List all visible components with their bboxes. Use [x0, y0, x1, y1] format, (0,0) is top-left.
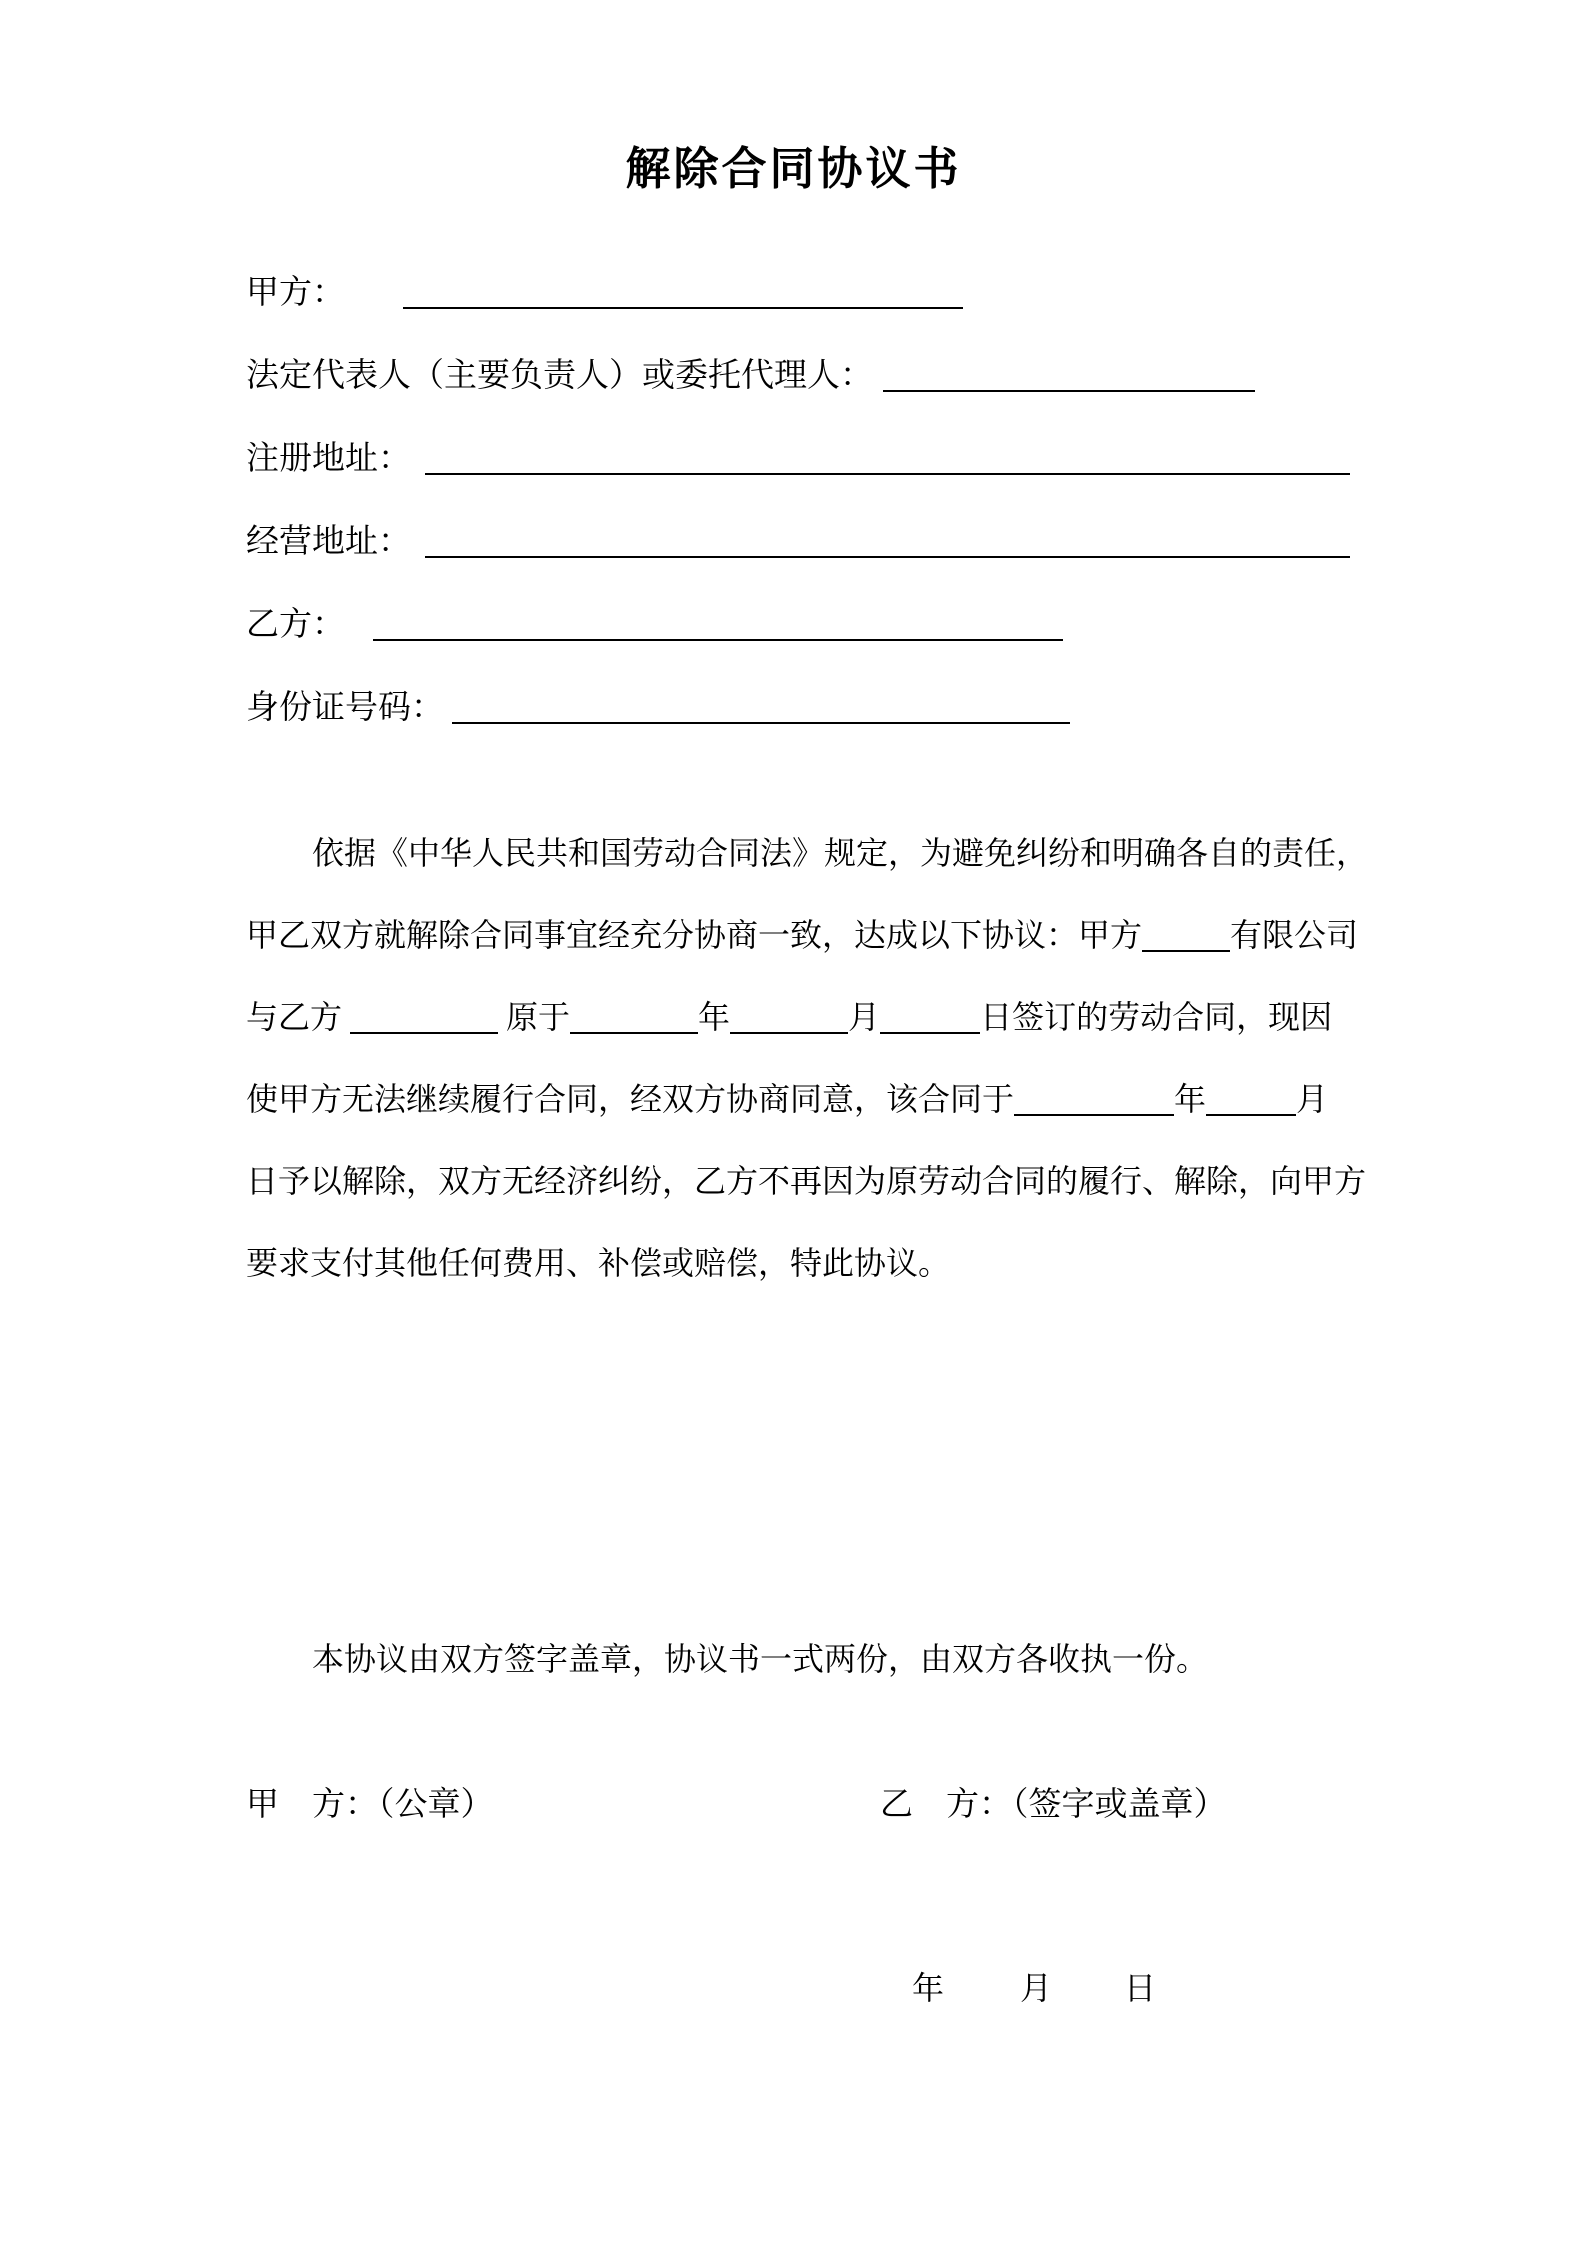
fill-in-blank[interactable] — [1142, 938, 1230, 952]
field-id-number — [246, 667, 1406, 750]
header-fields — [246, 252, 1406, 750]
body-line-4 — [246, 1058, 1356, 1140]
date-line — [912, 1963, 1156, 2009]
registered-address-blank[interactable] — [425, 461, 1350, 475]
legal-representative-blank[interactable] — [883, 378, 1255, 392]
field-registered-address — [246, 418, 1406, 501]
body-text-segment: 依据《中华人民共和国劳动合同法》规定，为避免纠纷和明确各自的责任， — [312, 835, 1369, 871]
body-line-1 — [246, 812, 1369, 894]
body-text-segment: 月 — [848, 999, 881, 1035]
fill-in-blank[interactable] — [570, 1020, 698, 1034]
party-a-signature-label: 甲 方：（公章） — [246, 1787, 494, 1823]
party-b-signature-label: 乙 方：（签字或盖章） — [880, 1787, 1227, 1823]
body-text-segment: 日签订的劳动合同，现因 — [980, 999, 1333, 1035]
business-address-blank[interactable] — [425, 544, 1350, 558]
body-text-segment: 有限公司 — [1230, 917, 1359, 953]
field-party-a — [246, 252, 1406, 335]
body-text-segment: 原于 — [498, 999, 571, 1035]
body-text-segment: 与乙方 — [246, 999, 351, 1035]
field-label-legal-representative: 法定代表人（主要负责人）或委托代理人： — [246, 358, 873, 394]
body-text-segment: 年 — [1174, 1081, 1207, 1117]
body-text-segment: 甲乙双方就解除合同事宜经充分协商一致，达成以下协议：甲方 — [246, 917, 1143, 953]
body-text-segment: 要求支付其他任何费用、补偿或赔偿，特此协议。 — [246, 1245, 951, 1281]
field-label-registered-address: 注册地址： — [246, 441, 411, 477]
fill-in-blank[interactable] — [350, 1020, 498, 1034]
field-label-party-a: 甲方： — [246, 275, 345, 311]
fill-in-blank[interactable] — [730, 1020, 848, 1034]
body-text-segment: 使甲方无法继续履行合同，经双方协商同意，该合同于 — [246, 1081, 1015, 1117]
field-business-address — [246, 501, 1406, 584]
fill-in-blank[interactable] — [1206, 1102, 1296, 1116]
document-title: 解除合同协议书 — [625, 144, 962, 194]
fill-in-blank[interactable] — [880, 1020, 980, 1034]
body-text-segment: 日予以解除，双方无经济纠纷，乙方不再因为原劳动合同的履行、解除，向甲方 — [246, 1163, 1367, 1199]
body-text-segment: 月 — [1296, 1081, 1329, 1117]
field-label-business-address: 经营地址： — [246, 524, 411, 560]
body-line-6 — [246, 1222, 1356, 1304]
body-line-2 — [246, 894, 1359, 976]
party-a-blank[interactable] — [403, 295, 963, 309]
fill-in-blank[interactable] — [1014, 1102, 1174, 1116]
body-line-5 — [246, 1140, 1367, 1222]
party-b-blank[interactable] — [373, 627, 1063, 641]
field-party-b — [246, 584, 1406, 667]
agreement-body — [246, 812, 1369, 1304]
closing-line: 本协议由双方签字盖章，协议书一式两份，由双方各收执一份。 — [312, 1641, 1209, 1677]
date-year-label: 年 — [912, 1970, 945, 2006]
date-day-label: 日 — [1124, 1970, 1157, 2006]
field-label-party-b: 乙方： — [246, 607, 345, 643]
body-line-3 — [246, 976, 1356, 1058]
field-legal-representative — [246, 335, 1406, 418]
id-number-blank[interactable] — [452, 710, 1070, 724]
field-label-id-number: 身份证号码： — [246, 690, 444, 726]
body-text-segment: 年 — [698, 999, 731, 1035]
date-month-label: 月 — [1020, 1970, 1053, 2006]
